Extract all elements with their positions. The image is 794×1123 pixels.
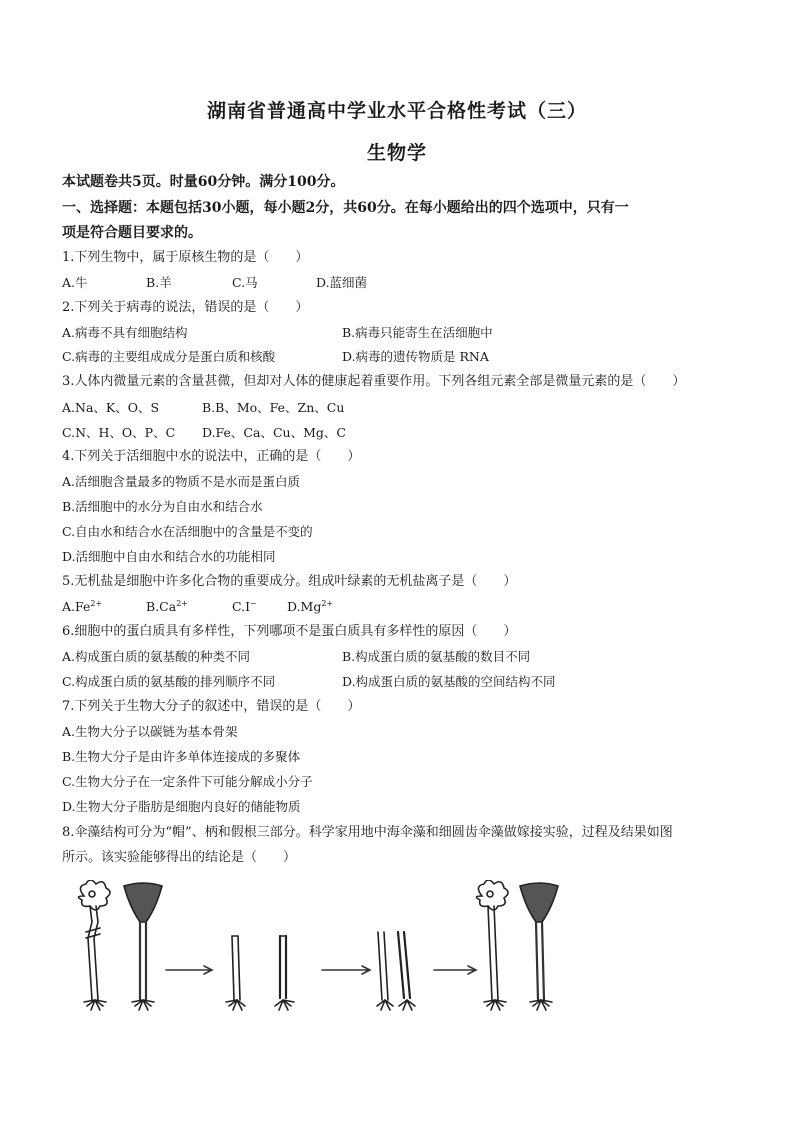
question-1-option-c: C.马 xyxy=(232,275,258,290)
grafted-stalk-a xyxy=(226,936,245,1010)
option-b-text: B.Ca xyxy=(146,599,177,614)
option-b-charge: 2+ xyxy=(176,598,188,608)
question-8-stem-line2: 所示。该实验能够得出的结论是（ ） xyxy=(62,850,297,865)
question-1-option-d: D.蓝细菌 xyxy=(316,275,368,290)
question-6-stem: 6.细胞中的蛋白质具有多样性，下列哪项不是蛋白质具有多样性的原因（ ） xyxy=(62,624,517,639)
algae-umbrella-cap-1 xyxy=(124,883,162,1010)
question-6-option-a: A.构成蛋白质的氨基酸的种类不同 xyxy=(62,649,251,664)
question-4-option-c: C.自由水和结合水在活细胞中的含量是不变的 xyxy=(62,524,313,539)
question-3-option-c: C.N、H、O、P、C xyxy=(62,425,176,440)
process-arrow-1 xyxy=(166,966,212,974)
option-c-charge: − xyxy=(250,598,257,608)
section-heading-line2: 项是符合题目要求的。 xyxy=(62,225,202,241)
question-3-option-a: A.Na、K、O、S xyxy=(62,400,160,415)
question-2-stem: 2.下列关于病毒的说法，错误的是（ ） xyxy=(62,300,309,315)
question-5-option-a xyxy=(62,599,102,615)
question-6-option-c: C.构成蛋白质的氨基酸的排列顺序不同 xyxy=(62,674,276,689)
question-4-option-b: B.活细胞中的水分为自由水和结合水 xyxy=(62,499,263,514)
question-7-option-c: C.生物大分子在一定条件下可能分解成小分子 xyxy=(62,774,313,789)
question-2-option-c: C.病毒的主要组成成分是蛋白质和核酸 xyxy=(62,349,276,364)
question-4-stem: 4.下列关于活细胞中水的说法中，正确的是（ ） xyxy=(62,449,361,464)
algae-flower-cap-1 xyxy=(78,880,110,1010)
section-heading-line1: 一、选择题：本题包括30小题，每小题2分，共60分。在每小题给出的四个选项中，只有一 xyxy=(62,200,629,216)
option-d-text: D.Mg xyxy=(287,599,322,614)
regrowing-stalk-b xyxy=(398,932,415,1010)
option-d-charge: 2+ xyxy=(321,598,334,608)
option-c-text: C.I xyxy=(232,599,251,614)
question-7-option-b: B.生物大分子是由许多单体连接成的多聚体 xyxy=(62,749,301,764)
question-6-option-d: D.构成蛋白质的氨基酸的空间结构不同 xyxy=(342,674,556,689)
question-3-option-d: D.Fe、Ca、Cu、Mg、C xyxy=(202,425,346,440)
question-2-option-d: D.病毒的遗传物质是 RNA xyxy=(342,349,489,364)
result-algae-flower-cap xyxy=(476,880,508,1010)
question-4-option-d: D.活细胞中自由水和结合水的功能相同 xyxy=(62,549,276,564)
question-3-stem: 3.人体内微量元素的含量甚微，但却对人体的健康起着重要作用。下列各组元素全部是微量元素的是（ ） xyxy=(62,374,686,389)
option-a-charge: 2+ xyxy=(90,598,103,608)
question-7-option-a: A.生物大分子以碳链为基本骨架 xyxy=(62,724,238,739)
question-1-option-b: B.羊 xyxy=(146,275,172,290)
question-4-option-a: A.活细胞含量最多的物质不是水而是蛋白质 xyxy=(62,474,301,489)
process-arrow-2 xyxy=(322,966,370,974)
regrowing-stalk-a xyxy=(377,932,393,1010)
question-2-option-b: B.病毒只能寄生在活细胞中 xyxy=(342,325,493,340)
question-1-option-a: A.牛 xyxy=(62,275,88,290)
subject-title: 生物学 xyxy=(366,142,427,164)
question-2-option-a: A.病毒不具有细胞结构 xyxy=(62,325,188,340)
question-7-stem: 7.下列关于生物大分子的叙述中，错误的是（ ） xyxy=(62,699,361,714)
question-8-stem-line1: 8.伞藻结构可分为“帽”、柄和假根三部分。科学家用地中海伞藻和细圆齿伞藻做嫁接实验，过程及结果如图 xyxy=(62,825,673,840)
result-algae-umbrella-cap xyxy=(520,883,558,1010)
question-7-option-d: D.生物大分子脂肪是细胞内良好的储能物质 xyxy=(62,799,301,814)
exam-title: 湖南省普通高中学业水平合格性考试（三） xyxy=(206,100,587,122)
question-5-option-b xyxy=(146,599,188,615)
exam-intro: 本试题卷共5页。时量60分钟。满分100分。 xyxy=(62,174,345,190)
question-6-option-b: B.构成蛋白质的氨基酸的数目不同 xyxy=(342,649,531,664)
question-5-option-d xyxy=(287,599,333,615)
grafted-stalk-b xyxy=(275,936,294,1010)
process-arrow-3 xyxy=(434,966,476,974)
option-a-text: A.Fe xyxy=(62,599,91,614)
question-1-stem: 1.下列生物中，属于原核生物的是（ ） xyxy=(62,250,309,265)
question-5-option-c xyxy=(232,599,257,615)
question-3-option-b: B.B、Mo、Fe、Zn、Cu xyxy=(202,400,345,415)
grafting-experiment-figure xyxy=(62,880,742,1030)
question-5-stem: 5.无机盐是细胞中许多化合物的重要成分。组成叶绿素的无机盐离子是（ ） xyxy=(62,574,517,589)
